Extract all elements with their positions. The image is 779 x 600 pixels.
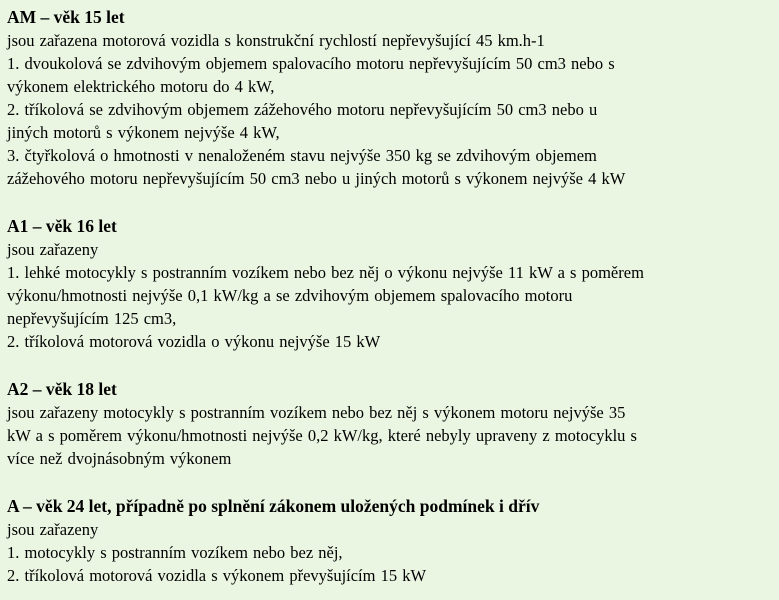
section-a2 xyxy=(7,378,775,470)
text-line: kW a s poměrem výkonu/hmotnosti nejvýše 0,2 kW/kg, které nebyly upraveny z motocyklu s xyxy=(7,426,637,445)
section-heading: A2 – věk 18 let xyxy=(7,379,117,399)
text-line: 3. čtyřkolová o hmotnosti v nenaloženém stavu nejvýše 350 kg se zdvihovým objemem xyxy=(7,146,597,165)
text-line: jsou zařazena motorová vozidla s konstrukční rychlostí nepřevyšující 45 km.h-1 xyxy=(7,31,545,50)
section-heading: A – věk 24 let, případně po splnění zákonem uložených podmínek i dřív xyxy=(7,496,540,516)
text-line: jiných motorů s výkonem nejvýše 4 kW, xyxy=(7,123,280,142)
text-line: 2. tříkolová motorová vozidla o výkonu nejvýše 15 kW xyxy=(7,332,381,351)
section-a1 xyxy=(7,215,775,353)
text-line: nepřevyšujícím 125 cm3, xyxy=(7,309,177,328)
text-line: 2. tříkolová motorová vozidla s výkonem převyšujícím 15 kW xyxy=(7,566,427,585)
text-line: 1. dvoukolová se zdvihovým objemem spalovacího motoru nepřevyšujícím 50 cm3 nebo s xyxy=(7,54,615,73)
text-line: jsou zařazeny xyxy=(7,240,99,259)
text-line: výkonem elektrického motoru do 4 kW, xyxy=(7,77,275,96)
section-heading: AM – věk 15 let xyxy=(7,7,125,27)
text-line: více než dvojnásobným výkonem xyxy=(7,449,232,468)
text-line: 1. motocykly s postranním vozíkem nebo bez něj, xyxy=(7,543,343,562)
section-heading: A1 – věk 16 let xyxy=(7,216,117,236)
text-line: jsou zařazeny xyxy=(7,520,99,539)
text-line: jsou zařazeny motocykly s postranním vozíkem nebo bez něj s výkonem motoru nejvýše 35 xyxy=(7,403,626,422)
section-a xyxy=(7,495,775,587)
text-line: 2. tříkolová se zdvihovým objemem zážehového motoru nepřevyšujícím 50 cm3 nebo u xyxy=(7,100,598,119)
text-line: zážehového motoru nepřevyšujícím 50 cm3 nebo u jiných motorů s výkonem nejvýše 4 kW xyxy=(7,169,626,188)
text-line: 1. lehké motocykly s postranním vozíkem nebo bez něj o výkonu nejvýše 11 kW a s poměrem xyxy=(7,263,644,282)
text-line: výkonu/hmotnosti nejvýše 0,1 kW/kg a se zdvihovým objemem spalovacího motoru xyxy=(7,286,573,305)
section-am xyxy=(7,6,775,190)
